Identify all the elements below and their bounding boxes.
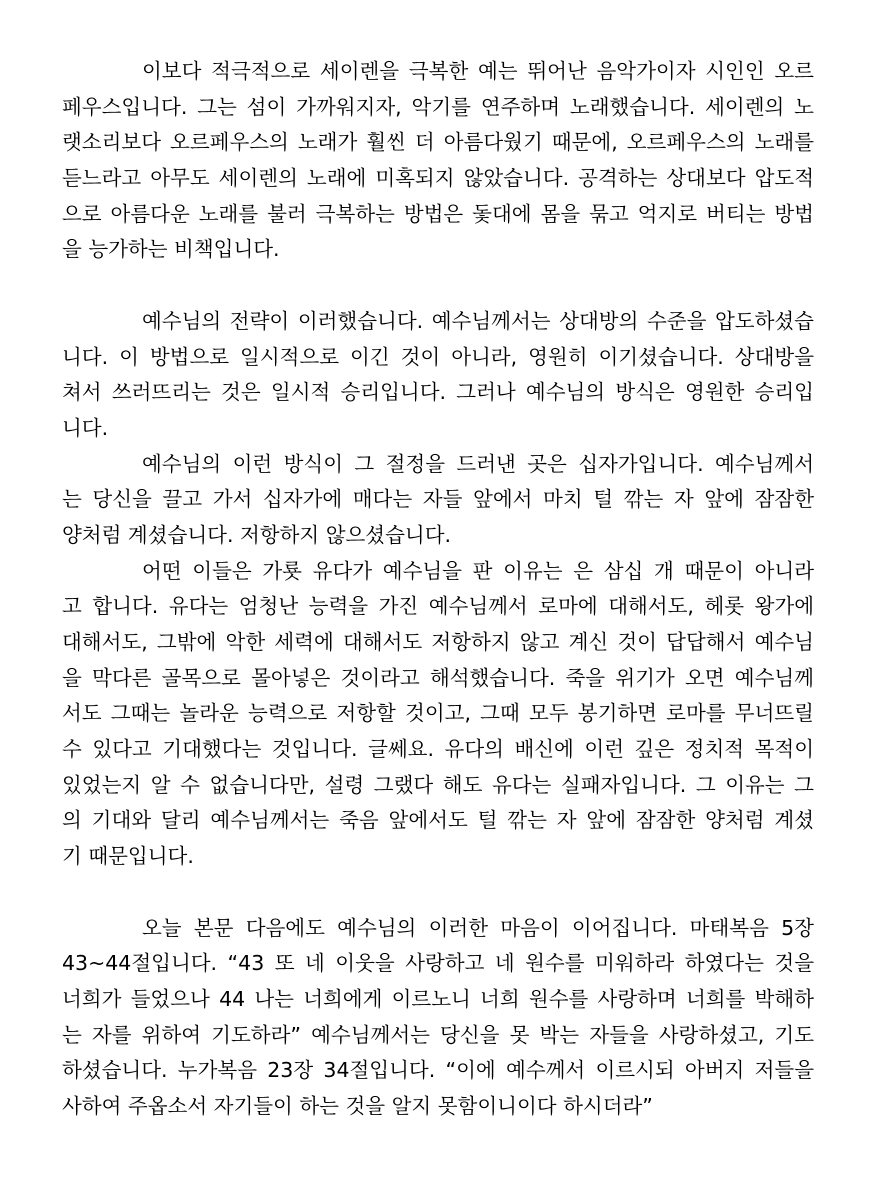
text-line: 하셨습니다. 누가복음 23장 34절입니다. “이에 예수께서 이르시되 아버지 저들을 [62, 1058, 814, 1083]
paragraph-1 [62, 54, 814, 268]
text-line: 사하여 주옵소서 자기들이 하는 것을 알지 못함이니이다 하시더라” [62, 1093, 653, 1118]
text-line: 기 때문입니다. [62, 844, 194, 869]
text-line: 페우스입니다. 그는 섬이 가까워지자, 악기를 연주하며 노래했습니다. 세이렌의 노 [62, 94, 814, 119]
text-line: 을 막다른 골목으로 몰아넣은 것이라고 해석했습니다. 죽을 위기가 오면 예수님께 [62, 665, 814, 690]
text-line: 오늘 본문 다음에도 예수님의 이러한 마음이 이어집니다. 마태복음 5장 [142, 915, 814, 940]
text-line: 니다. 이 방법으로 일시적으로 이긴 것이 아니라, 영원히 이기셨습니다. 상대방을 [62, 344, 814, 369]
text-line: 니다. [62, 415, 109, 440]
text-line: 43~44절입니다. “43 또 네 이웃을 사랑하고 네 원수를 미워하라 하였다는 것을 [62, 951, 814, 976]
text-line: 어떤 이들은 가룟 유다가 예수님을 판 이유는 은 삼십 개 때문이 아니라 [142, 558, 814, 583]
paragraph-2 [62, 304, 814, 447]
text-line: 랫소리보다 오르페우스의 노래가 훨씬 더 아름다웠기 때문에, 오르페우스의 노래를 [62, 130, 814, 155]
text-line: 예수님의 이런 방식이 그 절정을 드러낸 곳은 십자가입니다. 예수님께서 [142, 451, 814, 476]
text-line: 너희가 들었으나 44 나는 너희에게 이르노니 너희 원수를 사랑하며 너희를 박해하 [62, 986, 814, 1011]
text-line: 고 합니다. 유다는 엄청난 능력을 가진 예수님께서 로마에 대해서도, 헤롯 왕가에 [62, 594, 814, 619]
paragraph-5 [62, 911, 814, 1125]
text-line: 서도 그때는 놀라운 능력으로 저항할 것이고, 그때 모두 봉기하면 로마를 무너뜨릴 [62, 701, 814, 726]
text-line: 있었는지 알 수 없습니다만, 설령 그랬다 해도 유다는 실패자입니다. 그 이유는 그 [62, 772, 814, 797]
text-line: 대해서도, 그밖에 악한 세력에 대해서도 저항하지 않고 계신 것이 답답해서 예수님 [62, 630, 814, 654]
paragraph-spacer [62, 875, 814, 911]
text-line: 는 자를 위하여 기도하라” 예수님께서는 당신을 못 박는 자들을 사랑하셨고, 기도 [62, 1022, 814, 1047]
text-line: 양처럼 계셨습니다. 저항하지 않으셨습니다. [62, 522, 452, 547]
text-line: 을 능가하는 비책입니다. [62, 237, 280, 262]
text-line: 이보다 적극적으로 세이렌을 극복한 예는 뛰어난 음악가이자 시인인 오르 [142, 59, 814, 83]
text-line: 의 기대와 달리 예수님께서는 죽음 앞에서도 털 깎는 자 앞에 잠잠한 양처럼 계셨 [62, 808, 814, 833]
paragraph-spacer [62, 268, 814, 304]
paragraph-3 [62, 447, 814, 554]
text-line: 수 있다고 기대했다는 것입니다. 글쎄요. 유다의 배신에 이런 깊은 정치적 목적이 [62, 737, 814, 762]
text-line: 으로 아름다운 노래를 불러 극복하는 방법은 돛대에 몸을 묶고 억지로 버티는 방법 [62, 201, 814, 226]
text-line: 쳐서 쓰러뜨리는 것은 일시적 승리입니다. 그러나 예수님의 방식은 영원한 승리입 [62, 380, 814, 405]
document-page [62, 54, 814, 1125]
text-line: 예수님의 전략이 이러했습니다. 예수님께서는 상대방의 수준을 압도하셨습 [142, 308, 814, 333]
text-line: 는 당신을 끌고 가서 십자가에 매다는 자들 앞에서 마치 털 깎는 자 앞에 잠잠한 [62, 487, 814, 512]
paragraph-4 [62, 554, 814, 875]
text-line: 듣느라고 아무도 세이렌의 노래에 미혹되지 않았습니다. 공격하는 상대보다 압도적 [62, 166, 814, 191]
